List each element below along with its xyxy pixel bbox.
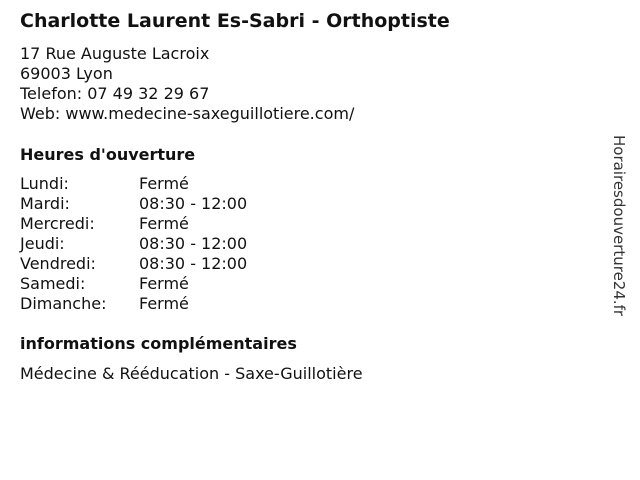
additional-info-heading: informations complémentaires xyxy=(20,334,297,353)
opening-hours-table xyxy=(20,174,247,314)
hours-row-wednesday xyxy=(20,214,247,234)
day-label: Dimanche: xyxy=(20,294,107,313)
site-watermark: Horairesdouverture24.fr xyxy=(610,135,628,317)
day-label: Samedi: xyxy=(20,274,86,293)
city: 69003 Lyon xyxy=(20,64,113,83)
page-title: Charlotte Laurent Es-Sabri - Orthoptiste xyxy=(20,10,450,32)
hours-row-thursday xyxy=(20,234,247,254)
time-value: 08:30 - 12:00 xyxy=(139,194,248,213)
additional-info-text: Médecine & Rééducation - Saxe-Guillotière xyxy=(20,364,363,383)
day-label: Mardi: xyxy=(20,194,70,213)
day-label: Jeudi: xyxy=(20,234,65,253)
website-link[interactable]: Web: www.medecine-saxeguillotiere.com/ xyxy=(20,104,355,123)
day-label: Lundi: xyxy=(20,174,69,193)
day-label: Mercredi: xyxy=(20,214,95,233)
time-value: 08:30 - 12:00 xyxy=(139,254,248,273)
hours-row-monday xyxy=(20,174,247,194)
day-label: Vendredi: xyxy=(20,254,96,273)
hours-row-friday xyxy=(20,254,247,274)
time-value: 08:30 - 12:00 xyxy=(139,234,248,253)
street-address: 17 Rue Auguste Lacroix xyxy=(20,44,210,63)
opening-hours-heading: Heures d'ouverture xyxy=(20,145,196,164)
time-value: Fermé xyxy=(139,274,189,293)
phone-number: Telefon: 07 49 32 29 67 xyxy=(20,84,210,103)
time-value: Fermé xyxy=(139,294,189,313)
time-value: Fermé xyxy=(139,214,189,233)
hours-row-tuesday xyxy=(20,194,247,214)
address-block xyxy=(20,44,354,124)
hours-row-saturday xyxy=(20,274,247,294)
time-value: Fermé xyxy=(139,174,189,193)
hours-row-sunday xyxy=(20,294,247,314)
